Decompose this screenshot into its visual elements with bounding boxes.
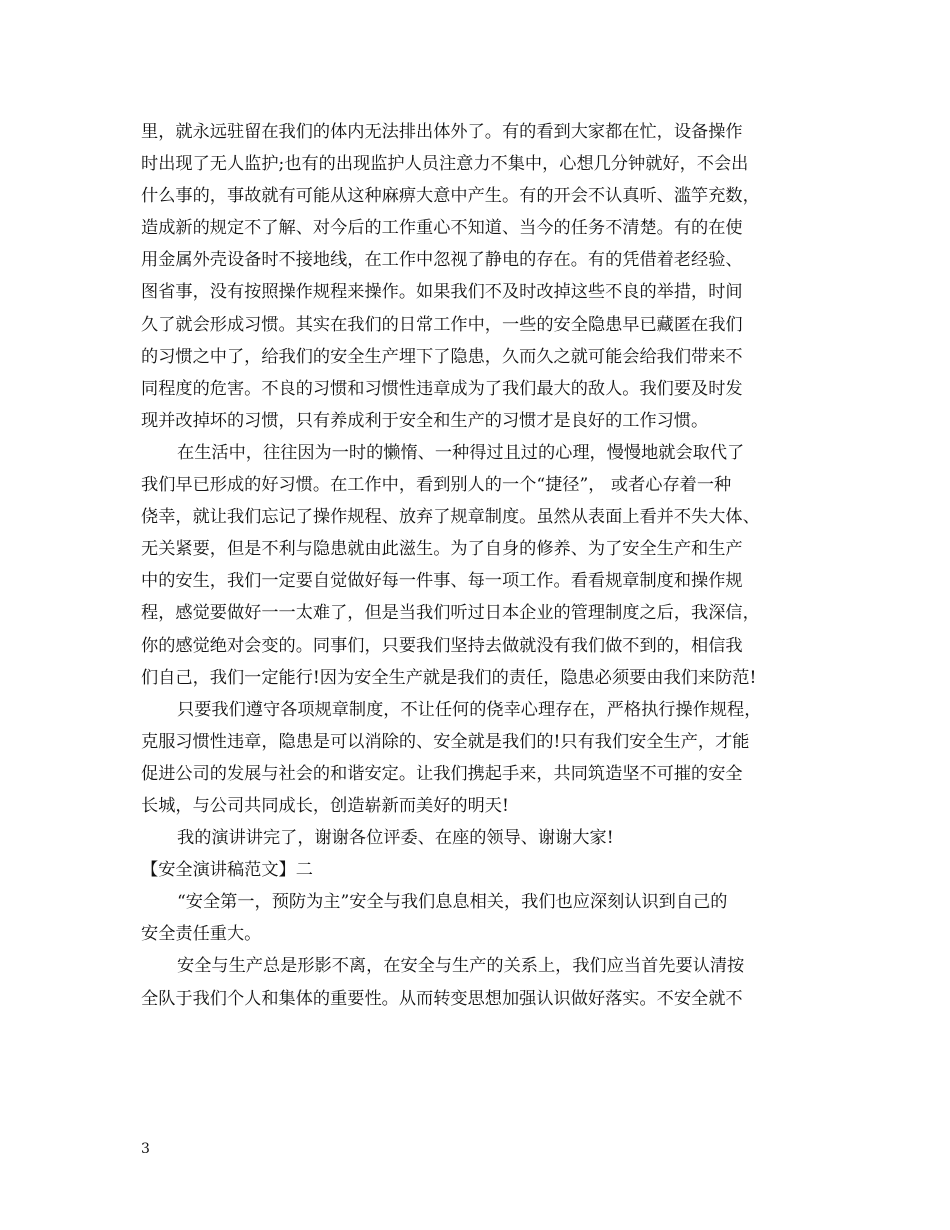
text-line: 同程度的危害。不良的习惯和习惯性违章成为了我们最大的敌人。我们要及时发 (141, 378, 743, 399)
text-line: 长城，与公司共同成长，创造崭新而美好的明天! (141, 795, 509, 816)
text-line: 造成新的规定不了解、对今后的工作重心不知道、当今的任务不清楚。有的在使 (141, 218, 743, 239)
text-line: 的习惯之中了，给我们的安全生产埋下了隐患，久而久之就可能会给我们带来不 (141, 346, 743, 367)
text-line: 久了就会形成习惯。其实在我们的日常工作中，一些的安全隐患早已藏匿在我们 (141, 314, 743, 335)
text-line: 只要我们遵守各项规章制度，不让任何的侥幸心理存在，严格执行操作规程， (177, 699, 762, 720)
text-line: 【安全演讲稿范文】二 (141, 860, 313, 881)
text-line: 促进公司的发展与社会的和谐安定。让我们携起手来，共同筑造坚不可摧的安全 (141, 763, 743, 784)
text-line: “安全第一，预防为主”安全与我们息息相关，我们也应深刻认识到自己的 (177, 892, 728, 913)
text-line: 你的感觉绝对会变的。同事们，只要我们坚持去做就没有我们做不到的，相信我 (141, 635, 743, 656)
text-line: 安全与生产总是形影不离，在安全与生产的关系上，我们应当首先要认清按 (177, 956, 745, 977)
text-line: 什么事的，事故就有可能从这种麻痹大意中产生。有的开会不认真听、滥竽充数， (141, 186, 760, 207)
body-text (141, 116, 821, 1015)
text-line: 程，感觉要做好一一太难了，但是当我们听过日本企业的管理制度之后，我深信， (141, 603, 760, 624)
text-line: 我们早已形成的好习惯。在工作中，看到别人的一个“捷径”， 或者心存着一种 (141, 475, 732, 496)
text-line: 时出现了无人监护;也有的出现监护人员注意力不集中，心想几分钟就好，不会出 (141, 154, 749, 175)
text-line: 中的安生，我们一定要自觉做好每一件事、每一项工作。看看规章制度和操作规 (141, 571, 743, 592)
text-line: 图省事，没有按照操作规程来操作。如果我们不及时改掉这些不良的举措，时间 (141, 282, 743, 303)
text-line: 我的演讲讲完了，谢谢各位评委、在座的领导、谢谢大家! (177, 828, 614, 849)
text-line: 全队于我们个人和集体的重要性。从而转变思想加强认识做好落实。不安全就不 (141, 988, 743, 1009)
text-line: 们自己，我们一定能行!因为安全生产就是我们的责任，隐患必须要由我们来防范! (141, 667, 757, 688)
page-number: 3 (141, 1141, 150, 1157)
text-line: 安全责任重大。 (141, 924, 262, 945)
text-line: 无关紧要，但是不利与隐患就由此滋生。为了自身的修养、为了安全生产和生产 (141, 539, 743, 560)
text-line: 在生活中，往往因为一时的懒惰、一种得过且过的心理，慢慢地就会取代了 (177, 442, 745, 463)
text-line: 侥幸，就让我们忘记了操作规程、放弃了规章制度。虽然从表面上看并不失大体、 (141, 507, 760, 528)
text-line: 用金属外壳设备时不接地线，在工作中忽视了静电的存在。有的凭借着老经验、 (141, 250, 743, 271)
text-line: 里，就永远驻留在我们的体内无法排出体外了。有的看到大家都在忙，设备操作 (141, 122, 743, 142)
text-line: 现并改掉坏的习惯，只有养成利于安全和生产的习惯才是良好的工作习惯。 (141, 410, 709, 431)
text-line: 克服习惯性违章，隐患是可以消除的、安全就是我们的!只有我们安全生产，才能 (141, 731, 750, 752)
